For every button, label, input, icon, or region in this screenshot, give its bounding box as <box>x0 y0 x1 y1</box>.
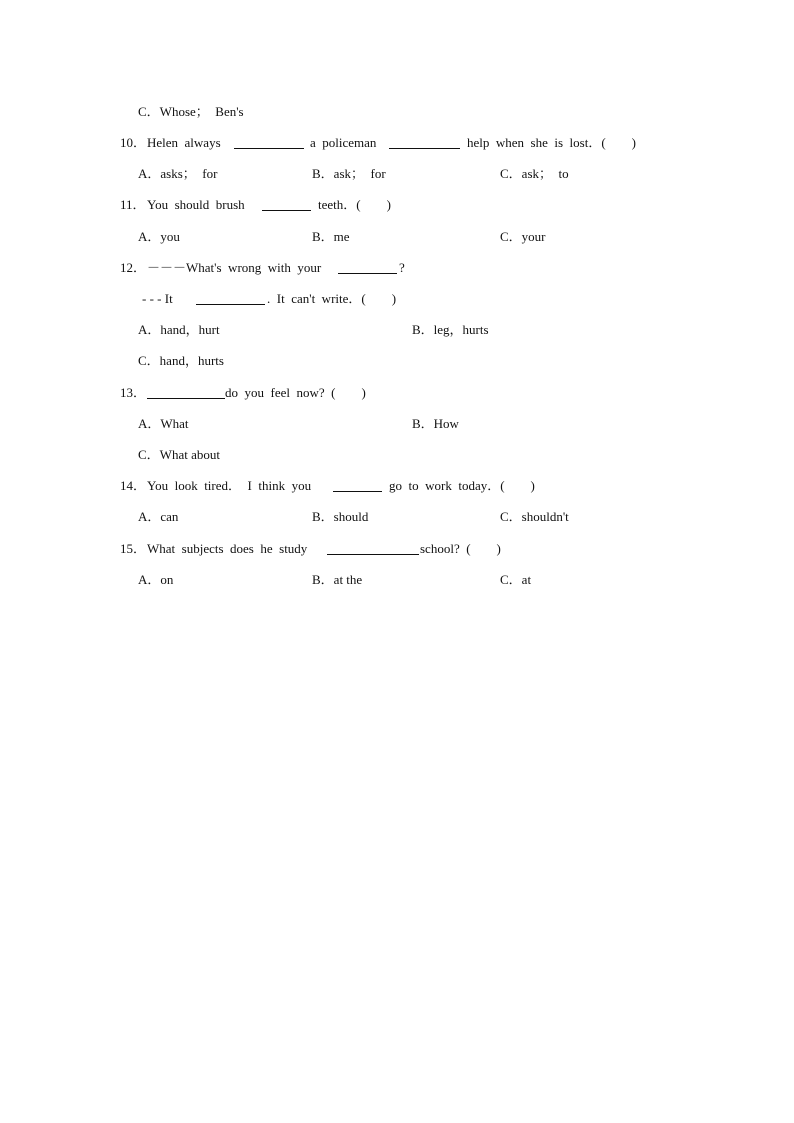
q14-stem <box>0 477 535 495</box>
q15-text-2: school? ( ) <box>420 541 501 556</box>
q12-option-b: B．leg，hurts <box>412 322 489 337</box>
q15-option-a: A．on <box>138 572 174 587</box>
q14-option-a: A．can <box>138 509 179 524</box>
q13-text-1: do you feel now? ( ) <box>225 385 366 400</box>
q15-option-c: C．at <box>500 572 532 587</box>
q11-option-c: C．your <box>500 229 546 244</box>
q10-option-a: A．asks； for <box>138 166 218 181</box>
q12-options-row-1 <box>0 321 489 339</box>
q14-option-c: C．shouldn't <box>500 509 569 524</box>
q10-number: 10． <box>120 135 147 150</box>
q13-options-row-2 <box>0 446 220 464</box>
q14-option-b: B．should <box>312 509 369 524</box>
q15-number: 15． <box>120 541 147 556</box>
q11-text-2: teeth．( ) <box>318 197 391 212</box>
q13-option-c: C．What about <box>138 447 220 462</box>
q14-text-2: go to work today．( ) <box>389 478 535 493</box>
q10-blank-2 <box>389 148 460 149</box>
q11-option-a: A．you <box>138 229 180 244</box>
q14-blank <box>333 491 382 492</box>
q11-option-b: B．me <box>312 229 350 244</box>
q15-stem <box>0 540 501 558</box>
q14-text-1: You look tired． I think you <box>147 478 312 493</box>
q10-text-1: Helen always <box>147 135 221 150</box>
q13-blank <box>147 398 225 399</box>
q15-blank <box>327 554 419 555</box>
q10-blank-1 <box>234 148 304 149</box>
q12-option-a: A．hand，hurt <box>138 322 220 337</box>
q12-stem <box>0 259 405 277</box>
q14-options <box>0 508 569 526</box>
q12-reply-text-2: . It can't write．( ) <box>267 291 397 306</box>
q10-text-3: help when she is lost．( ) <box>467 135 636 150</box>
q12-blank-2 <box>196 304 265 305</box>
q10-option-c: C．ask； to <box>500 166 569 181</box>
q13-option-a: A．What <box>138 416 189 431</box>
q9-option-c: C．Whose； Ben's <box>138 104 244 119</box>
q12-options-row-2 <box>0 352 224 370</box>
q15-text-1: What subjects does he study <box>147 541 308 556</box>
q12-reply <box>0 290 397 308</box>
q11-number: 11． <box>120 197 146 212</box>
q12-reply-text-1: - - - It <box>142 291 173 306</box>
q10-text-2: a policeman <box>310 135 377 150</box>
q12-blank-1 <box>338 273 397 274</box>
q11-options <box>0 228 546 246</box>
q12-text-1: －－－What's wrong with your <box>147 260 322 275</box>
q12-text-2: ? <box>399 260 405 275</box>
q10-options <box>0 165 569 183</box>
q9-option-row <box>0 103 244 121</box>
q10-stem <box>0 134 636 152</box>
q11-text-1: You should brush <box>147 197 245 212</box>
q13-stem <box>0 384 366 402</box>
q13-number: 13． <box>120 385 147 400</box>
q10-option-b: B．ask； for <box>312 166 386 181</box>
q15-options <box>0 571 532 589</box>
q11-blank <box>262 210 311 211</box>
q11-stem <box>0 196 391 214</box>
q12-number: 12． <box>120 260 147 275</box>
q13-options-row-1 <box>0 415 459 433</box>
q14-number: 14． <box>120 478 147 493</box>
q12-option-c: C．hand，hurts <box>138 353 224 368</box>
q13-option-b: B．How <box>412 416 459 431</box>
q15-option-b: B．at the <box>312 572 363 587</box>
